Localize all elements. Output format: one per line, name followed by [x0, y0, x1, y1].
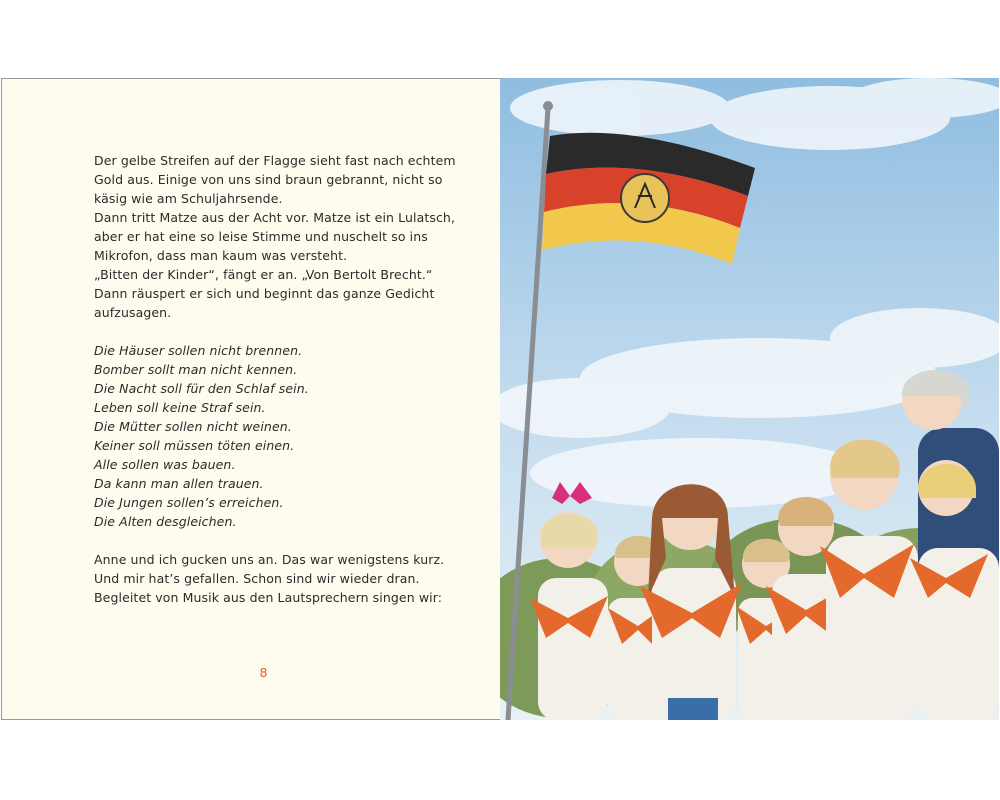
text-line: Dann tritt Matze aus der Acht vor. Matze ist ein Lulatsch, [94, 210, 456, 225]
book-spread [1, 78, 999, 720]
poem-line: Die Nacht soll für den Schlaf sein. [94, 381, 309, 396]
child-girl-center [640, 484, 742, 720]
poem [94, 341, 454, 531]
text-line: „Bitten der Kinder“, fängt er an. „Von Bertolt Brecht.“ [94, 267, 433, 282]
poem-line: Die Häuser sollen nicht brennen. [94, 343, 303, 358]
text-line: Der gelbe Streifen auf der Flagge sieht fast nach echtem [94, 153, 456, 168]
poem-line: Die Alten desgleichen. [94, 514, 237, 529]
paragraph-2 [94, 550, 454, 607]
poem-line: Da kann man allen trauen. [94, 476, 264, 491]
poem-line: Alle sollen was bauen. [94, 457, 236, 472]
text-line: aufzusagen. [94, 305, 172, 320]
paragraph-1 [94, 151, 454, 322]
poem-line: Die Mütter sollen nicht weinen. [94, 419, 292, 434]
poem-line: Keiner soll müssen töten einen. [94, 438, 295, 453]
text-line: käsig wie am Schuljahrsende. [94, 191, 283, 206]
children-with-flag-illustration [500, 78, 999, 720]
text-line: Gold aus. Einige von uns sind braun gebrannt, nicht so [94, 172, 443, 187]
text-line: Begleitet von Musik aus den Lautsprechern singen wir: [94, 590, 443, 605]
left-page [1, 78, 500, 720]
text-line: Anne und ich gucken uns an. Das war wenigstens kurz. [94, 552, 445, 567]
poem-line: Leben soll keine Straf sein. [94, 400, 266, 415]
text-line: Mikrofon, dass man kaum was versteht. [94, 248, 348, 263]
poem-line: Bomber sollt man nicht kennen. [94, 362, 298, 377]
text-line: Dann räuspert er sich und beginnt das ganze Gedicht [94, 286, 435, 301]
text-line: aber er hat eine so leise Stimme und nuschelt so ins [94, 229, 428, 244]
page-text [94, 151, 454, 607]
page-number: 8 [259, 665, 268, 680]
illustration-page [500, 78, 999, 720]
poem-line: Die Jungen sollen’s erreichen. [94, 495, 284, 510]
text-line: Und mir hat’s gefallen. Schon sind wir wieder dran. [94, 571, 420, 586]
